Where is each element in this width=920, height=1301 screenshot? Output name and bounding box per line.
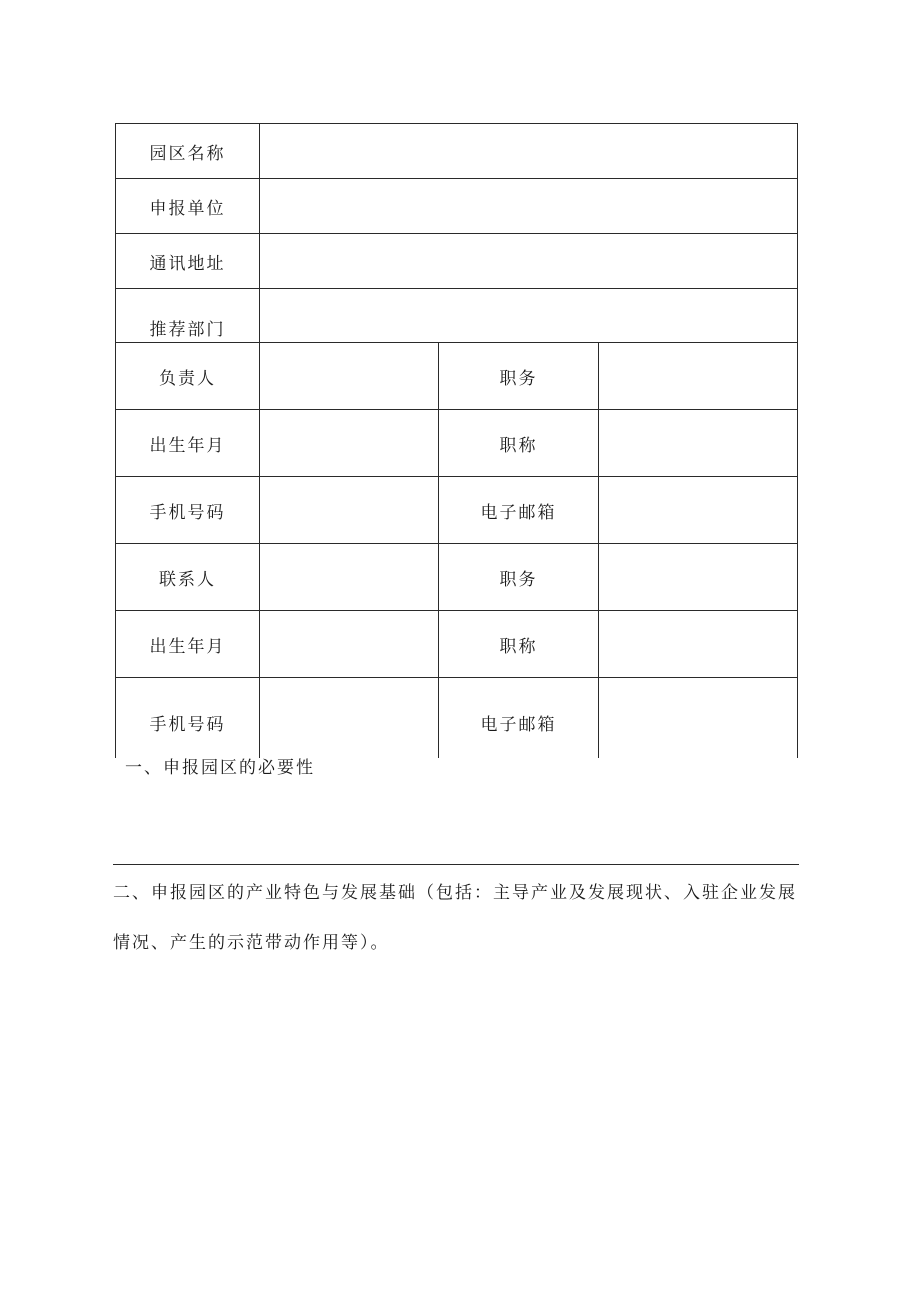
contact-email-field[interactable] — [599, 678, 798, 759]
application-form-table — [115, 123, 798, 758]
contact-email-label: 电子邮箱 — [439, 678, 599, 759]
section-divider — [113, 864, 799, 865]
recommending-dept-label: 推荐部门 — [116, 289, 260, 343]
contact-mobile-label: 手机号码 — [116, 678, 260, 759]
leader-birth-label: 出生年月 — [116, 410, 260, 477]
applicant-unit-field[interactable] — [260, 179, 798, 234]
park-name-row — [116, 124, 798, 179]
contact-name-field[interactable] — [260, 544, 439, 611]
contact-position-label: 职务 — [439, 544, 599, 611]
applicant-unit-label: 申报单位 — [116, 179, 260, 234]
contact-birth-row — [116, 611, 798, 678]
leader-title-label: 职称 — [439, 410, 599, 477]
leader-position-field[interactable] — [599, 343, 798, 410]
leader-title-field[interactable] — [599, 410, 798, 477]
contact-title-label: 职称 — [439, 611, 599, 678]
contact-label: 联系人 — [116, 544, 260, 611]
applicant-unit-row — [116, 179, 798, 234]
contact-title-field[interactable] — [599, 611, 798, 678]
address-field[interactable] — [260, 234, 798, 289]
leader-row — [116, 343, 798, 410]
address-label: 通讯地址 — [116, 234, 260, 289]
leader-name-field[interactable] — [260, 343, 439, 410]
leader-contact-row — [116, 477, 798, 544]
leader-birth-row — [116, 410, 798, 477]
leader-label: 负责人 — [116, 343, 260, 410]
features-section-heading: 二、申报园区的产业特色与发展基础（包括：主导产业及发展现状、入驻企业发展情况、产生的示范带动作用等）。 — [113, 883, 797, 953]
recommending-dept-field[interactable] — [260, 289, 798, 343]
leader-position-label: 职务 — [439, 343, 599, 410]
park-name-field[interactable] — [260, 124, 798, 179]
contact-birth-field[interactable] — [260, 611, 439, 678]
leader-email-field[interactable] — [599, 477, 798, 544]
park-name-label: 园区名称 — [116, 124, 260, 179]
leader-birth-field[interactable] — [260, 410, 439, 477]
leader-email-label: 电子邮箱 — [439, 477, 599, 544]
leader-mobile-label: 手机号码 — [116, 477, 260, 544]
contact-position-field[interactable] — [599, 544, 798, 611]
recommending-dept-row — [116, 289, 798, 343]
leader-mobile-field[interactable] — [260, 477, 439, 544]
contact-birth-label: 出生年月 — [116, 611, 260, 678]
address-row — [116, 234, 798, 289]
necessity-section-heading: 一、申报园区的必要性 — [125, 758, 315, 778]
contact-row — [116, 544, 798, 611]
